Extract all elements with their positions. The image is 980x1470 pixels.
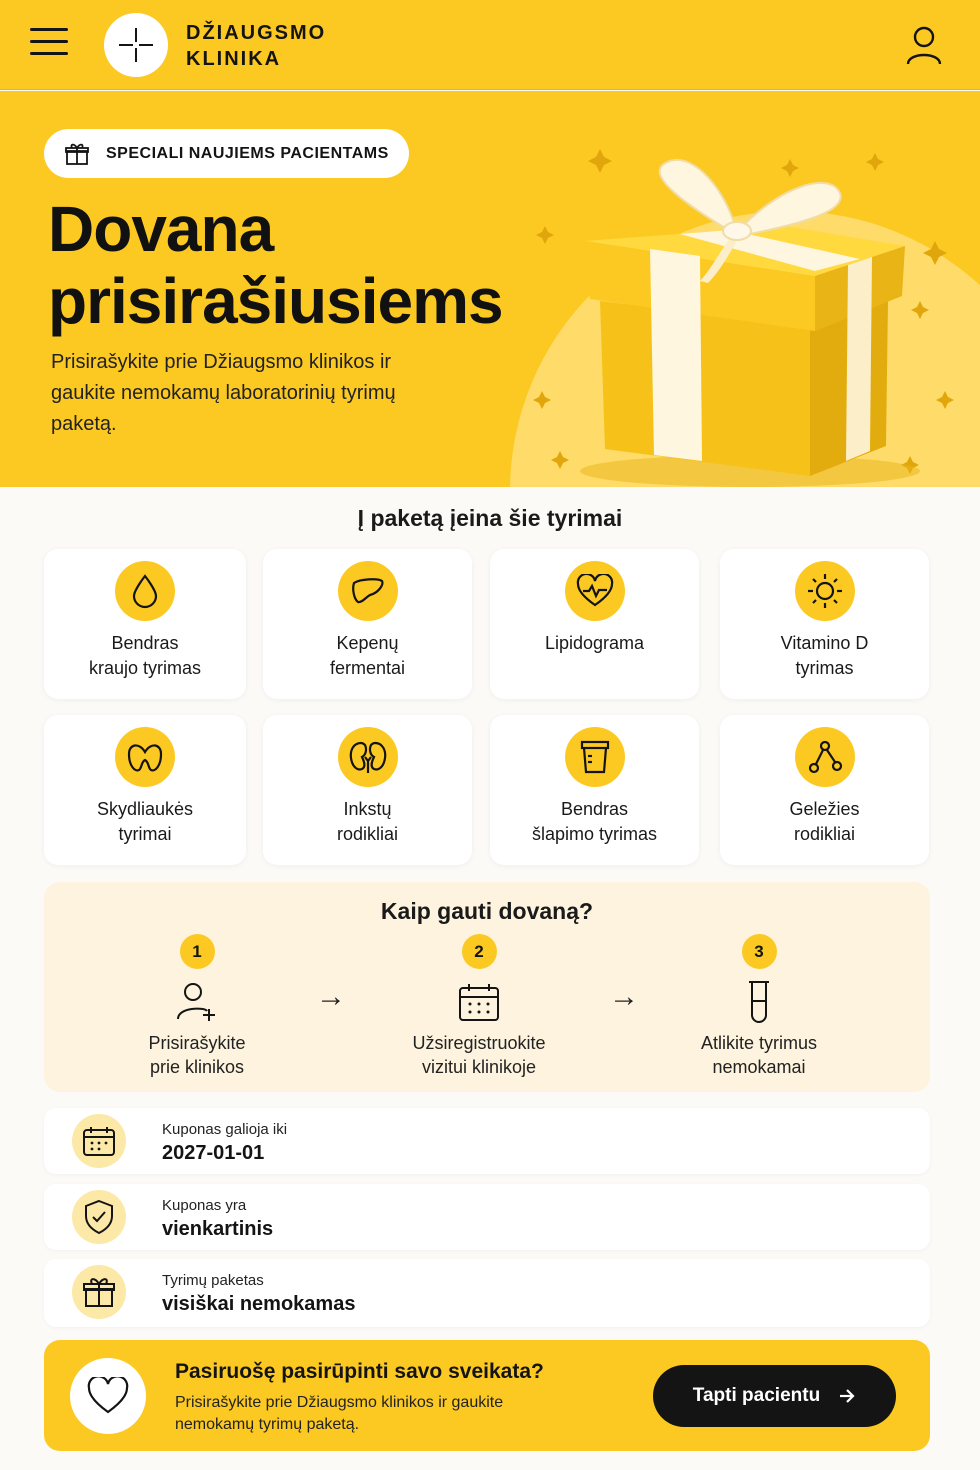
step-label-line-2: prie klinikos <box>149 1057 245 1077</box>
test-card-urine[interactable] <box>490 715 699 865</box>
step-label-line-1: Prisirašykite <box>148 1033 246 1053</box>
hero-subtitle: Prisirašykite prie Džiaugsmo klinikos ir gaukite nemokamų laboratorinių tyrimų paketą. <box>51 351 396 435</box>
test-label <box>263 797 472 847</box>
info-caption: Kuponas galioja iki <box>162 1121 288 1138</box>
info-caption: Kuponas yra <box>162 1197 247 1214</box>
coupon-type-row <box>44 1184 930 1250</box>
hero-banner <box>0 91 980 487</box>
tests-section-title: Į paketą įeina šie tyrimai <box>357 505 623 531</box>
brand-line-1: DŽIAUGSMO <box>186 22 327 44</box>
user-icon[interactable] <box>904 24 944 66</box>
test-label-line-1: Lipidograma <box>544 633 645 653</box>
step-arrow-icon: → <box>609 980 639 1013</box>
top-bar <box>0 0 980 90</box>
thyroid-icon <box>115 727 175 787</box>
step-2 <box>379 934 579 1079</box>
step-label-line-1: Užsiregistruokite <box>412 1033 546 1053</box>
sun-icon <box>795 561 855 621</box>
blood-drop-icon <box>115 561 175 621</box>
test-label <box>490 797 699 847</box>
step-label-line-1: Atlikite tyrimus <box>700 1033 817 1053</box>
step-1 <box>97 934 297 1079</box>
hero-title-line-2: prisirašiusiems <box>48 265 503 337</box>
step-label-line-2: nemokamai <box>712 1057 806 1077</box>
test-card-kidneys[interactable] <box>263 715 472 865</box>
step-number: 2 <box>462 934 497 969</box>
info-value: 2027-01-01 <box>162 1142 265 1164</box>
calendar-icon <box>379 977 579 1027</box>
test-card-blood[interactable] <box>44 549 246 699</box>
add-user-icon <box>97 977 297 1027</box>
test-label-line-2: rodikliai <box>336 824 399 844</box>
test-card-iron[interactable] <box>720 715 929 865</box>
test-label-line-2: kraujo tyrimas <box>88 658 202 678</box>
step-3 <box>659 934 859 1079</box>
gift-icon <box>72 1265 126 1319</box>
test-label-line-2: šlapimo tyrimas <box>531 824 658 844</box>
how-to-get-gift-section <box>44 882 930 1092</box>
step-label <box>379 1031 579 1079</box>
info-value: visiškai nemokamas <box>162 1293 356 1315</box>
cta-title: Pasiruošę pasirūpinti savo sveikata? <box>175 1360 544 1383</box>
test-card-lipid[interactable] <box>490 549 699 699</box>
test-label <box>44 797 246 847</box>
step-label <box>97 1031 297 1079</box>
step-label-line-2: vizitui klinikoje <box>421 1057 537 1077</box>
test-label-line-1: Skydliaukės <box>96 799 194 819</box>
brand-name <box>186 20 386 72</box>
test-label-line-2: tyrimai <box>118 824 172 844</box>
test-label <box>720 631 929 681</box>
test-label-line-1: Vitamino D <box>780 633 869 653</box>
test-card-thyroid[interactable] <box>44 715 246 865</box>
info-caption: Tyrimų paketas <box>162 1272 264 1289</box>
test-label <box>490 631 699 656</box>
cta-banner <box>44 1340 930 1451</box>
steps-title: Kaip gauti dovaną? <box>380 898 594 924</box>
coupon-validity-row <box>44 1108 930 1174</box>
test-tube-icon <box>659 977 859 1027</box>
heart-pulse-icon <box>565 561 625 621</box>
hamburger-icon[interactable] <box>30 28 68 62</box>
gift-box-illustration <box>530 131 970 487</box>
cross-logo-icon <box>116 25 156 65</box>
test-label-line-1: Bendras <box>111 633 179 653</box>
step-arrow-icon: → <box>316 980 346 1013</box>
calendar-icon <box>72 1114 126 1168</box>
test-card-vitamin-d[interactable] <box>720 549 929 699</box>
test-label <box>44 631 246 681</box>
step-number: 3 <box>742 934 777 969</box>
logo[interactable] <box>104 13 168 77</box>
test-label-line-2: rodikliai <box>793 824 856 844</box>
hero-title-line-1: Dovana <box>48 193 274 265</box>
urine-cup-icon <box>565 727 625 787</box>
brand-line-2: KLINIKA <box>186 48 282 70</box>
shield-check-icon <box>72 1190 126 1244</box>
test-label-line-2: tyrimas <box>795 658 854 678</box>
test-label-line-1: Bendras <box>560 799 629 819</box>
gift-icon <box>64 141 90 167</box>
test-label <box>720 797 929 847</box>
test-label-line-1: Kepenų <box>336 633 399 653</box>
special-offer-badge <box>44 129 409 178</box>
test-label-line-2: fermentai <box>329 658 406 678</box>
badge-label: SPECIALI NAUJIEMS PACIENTAMS <box>106 144 389 162</box>
become-patient-button[interactable] <box>653 1365 896 1427</box>
heart-icon <box>70 1358 146 1434</box>
step-label <box>659 1031 859 1079</box>
cta-button-label: Tapti pacientu <box>692 1385 821 1406</box>
cta-text: Prisirašykite prie Džiaugsmo klinikos ir gaukite nemokamų tyrimų paketą. <box>175 1394 504 1433</box>
hero-title <box>48 193 568 337</box>
test-label-line-1: Inkstų <box>343 799 392 819</box>
package-price-row <box>44 1259 930 1327</box>
test-label <box>263 631 472 681</box>
test-card-liver[interactable] <box>263 549 472 699</box>
liver-icon <box>338 561 398 621</box>
info-value: vienkartinis <box>162 1218 274 1240</box>
kidneys-icon <box>338 727 398 787</box>
molecule-icon <box>795 727 855 787</box>
step-number: 1 <box>180 934 215 969</box>
test-label-line-1: Geležies <box>789 799 860 819</box>
arrow-right-icon <box>838 1387 856 1405</box>
